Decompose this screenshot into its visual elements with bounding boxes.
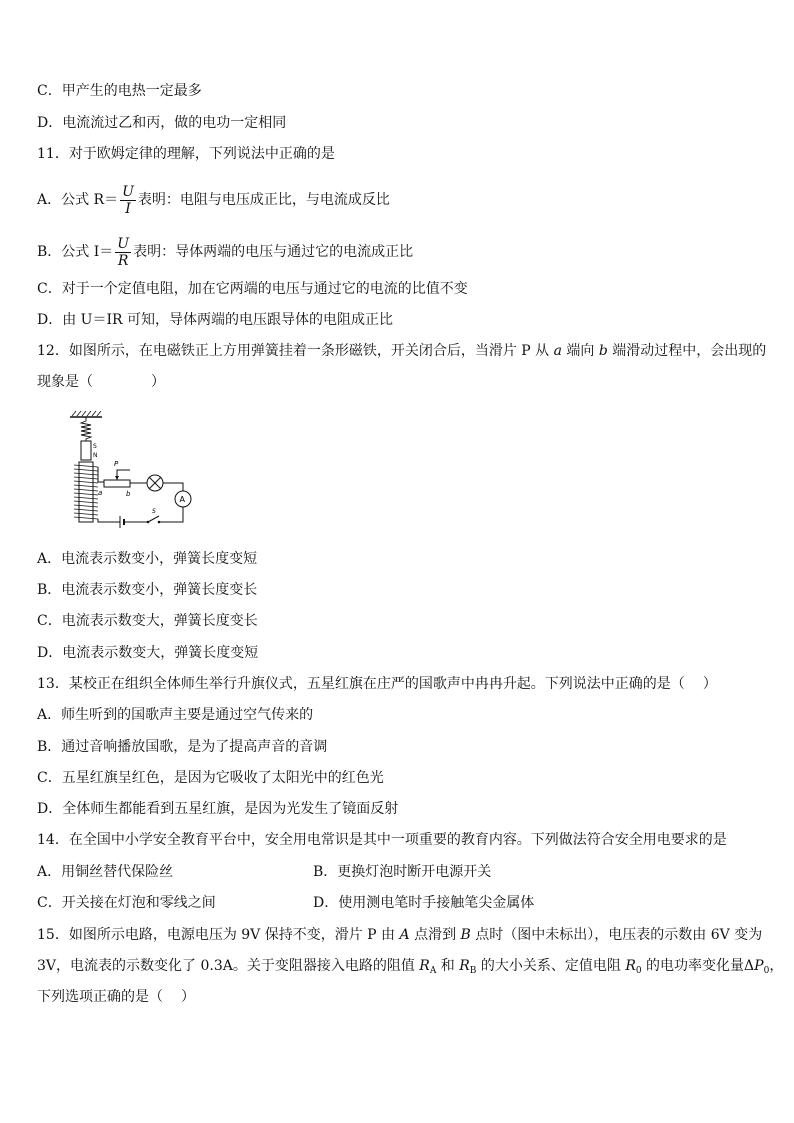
switch-s-label: S (152, 508, 156, 515)
q15-stem-line1 (37, 925, 762, 945)
q13-stem (37, 674, 717, 694)
bar-magnet (81, 441, 91, 460)
q14-option-b: B．更换灯泡时断开电源开关 (313, 864, 492, 880)
q13-option-b: B．通过音响播放国歌，是为了提高声音的音调 (37, 739, 328, 755)
q12-b-label: b (598, 343, 608, 359)
q12-paren-close: ） (151, 374, 165, 390)
q13-text: 13．某校正在组织全体师生举行升旗仪式，五星红旗在庄严的国歌声中冉冉升起。下列说法中正确的是（ (37, 676, 685, 692)
q15-text-4: 3V，电流表的示数变化了 0.3A。关于变阻器接入电路的阻值 (37, 958, 420, 974)
q15-text-1: 15．如图所示电路，电源电压为 9V 保持不变，滑片 P 由 (37, 927, 400, 943)
q15-rb-sub: B (469, 966, 477, 976)
q15-and: 和 (436, 958, 460, 974)
q15-point-b: B (460, 927, 471, 943)
q12-text-2: 端向 (561, 343, 599, 359)
q11a-prefix: A．公式 R＝ (37, 192, 119, 208)
q11b-denominator: R (115, 252, 131, 269)
q15-rb: R (459, 958, 470, 974)
q11a-denominator: I (120, 200, 136, 217)
q13-option-d: D．全体师生都能看到五星红旗，是因为光发生了镜面反射 (37, 801, 399, 817)
q11-option-d: D．由 U＝IR 可知，导体两端的电压跟导体的电阻成正比 (37, 312, 393, 328)
q12-option-d: D．电流表示数变大，弹簧长度变短 (37, 645, 259, 661)
spring (81, 417, 91, 441)
q11-option-a (37, 182, 390, 218)
q12-text-1: 12．如图所示，在电磁铁正上方用弹簧挂着一条形磁铁，开关闭合后，当滑片 P 从 (37, 343, 554, 359)
q14-stem: 14．在全国中小学安全教育平台中，安全用电常识是其中一项重要的教育内容。下列做法符合安全用电要求的是 (37, 832, 727, 848)
rheostat-a-label: a (98, 489, 103, 497)
q14-option-c: C．开关接在灯泡和零线之间 (37, 895, 216, 911)
q13-paren-close: ） (702, 676, 717, 692)
q15-stem-line2 (37, 956, 783, 981)
q11-option-c: C．对于一个定值电阻，加在它两端的电压与通过它的电流的比值不变 (37, 281, 468, 297)
q11b-prefix: B．公式 I＝ (37, 244, 114, 260)
q15-point-a: A (399, 927, 410, 943)
q12-stem-line2 (37, 372, 165, 392)
q15-p0: P (754, 958, 764, 974)
magnet-n-label: N (93, 452, 98, 459)
rheostat-b-label: b (126, 490, 131, 498)
q12-text-3: 端滑动过程中，会出现的 (607, 343, 767, 359)
q13-option-c: C．五星红旗呈红色，是因为它吸收了太阳光中的红色光 (37, 770, 384, 786)
q11b-fraction (115, 236, 131, 269)
q14-option-a: A．用铜丝替代保险丝 (37, 864, 174, 880)
q15-ra: R (419, 958, 430, 974)
q15-p0-sub: 0 (763, 966, 770, 976)
q15-text-3: 点时（图中未标出），电压表的示数由 6V 变为 (470, 927, 763, 943)
q12-option-c: C．电流表示数变大，弹簧长度变长 (37, 613, 258, 629)
q15-stem-line3 (37, 987, 195, 1007)
q11a-fraction (120, 184, 136, 217)
q15-r0-sub: 0 (635, 966, 642, 976)
electromagnet-circuit-figure (60, 410, 200, 530)
electromagnet-core (79, 462, 93, 522)
q14-option-d: D．使用测电笔时手接触笔尖金属体 (313, 895, 535, 911)
q11b-numerator: U (117, 235, 130, 252)
q15-paren-close: ） (181, 989, 195, 1005)
q15-text-7: 下列选项正确的是（ (37, 989, 163, 1005)
q15-ra-sub: A (429, 966, 437, 976)
q12-stem-line1 (37, 341, 766, 361)
q11-stem: 11．对于欧姆定律的理解，下列说法中正确的是 (37, 146, 335, 162)
q11b-text: 表明：导体两端的电压与通过它的电流成正比 (133, 244, 414, 260)
q15-r0: R (625, 958, 636, 974)
q11-option-b (37, 234, 413, 270)
q12-paren-open: 现象是（ (37, 374, 93, 390)
q11a-text: 表明：电阻与电压成正比，与电流成反比 (137, 192, 390, 208)
q12-option-a: A．电流表示数变小，弹簧长度变短 (37, 551, 258, 567)
q12-option-b: B．电流表示数变小，弹簧长度变长 (37, 582, 258, 598)
q12-a-label: a (553, 343, 562, 359)
q11a-numerator: U (122, 183, 134, 200)
q15-text-6: 的电功率变化量Δ (641, 958, 755, 974)
switch (148, 516, 159, 522)
magnet-s-label: S (93, 443, 97, 450)
q10-option-c: C．甲产生的电热一定最多 (37, 83, 202, 99)
q15-text-2: 点滑到 (409, 927, 461, 943)
q15-text-5: 的大小关系、定值电阻 (476, 958, 626, 974)
rheostat (104, 480, 130, 487)
slider-p-label: P (114, 460, 119, 468)
q13-option-a: A．师生听到的国歌声主要是通过空气传来的 (37, 707, 314, 723)
q10-option-d: D．电流流过乙和丙，做的电功一定相同 (37, 115, 287, 131)
q15-comma: ， (769, 958, 784, 974)
ammeter-label: A (179, 495, 185, 504)
